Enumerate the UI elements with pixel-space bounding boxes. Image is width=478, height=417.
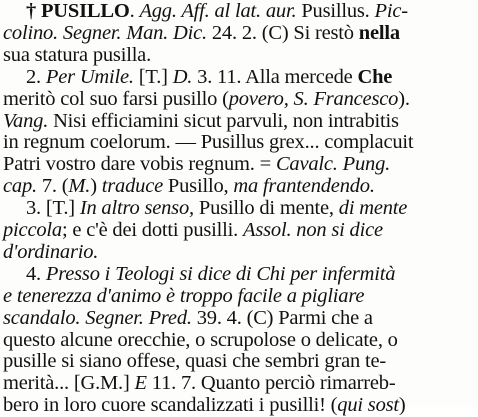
text-line: [0, 44, 478, 67]
text-segment: Pusillus.: [296, 0, 375, 22]
text-segment: 39. 4. (C) Parmi che a: [191, 306, 373, 329]
text-segment: Per Umile.: [45, 65, 134, 88]
text-segment: d'ordinario.: [3, 240, 99, 263]
text-segment: Pic-: [374, 0, 408, 22]
text-segment: † PUSILLO: [26, 0, 130, 22]
text-segment: .: [129, 0, 140, 22]
text-line: [0, 88, 478, 111]
text-line: [0, 263, 478, 286]
text-segment: sua statura pusilla.: [3, 43, 152, 66]
text-segment: povero, S. Francesco: [228, 87, 399, 110]
text-segment: 4.: [26, 262, 46, 285]
text-segment: Pusillo di mente,: [193, 197, 339, 220]
text-segment: piccola: [3, 219, 62, 241]
text-segment: traduce: [101, 175, 163, 198]
text-segment: bero in loro cuore scandalizzati i pusilli! (: [3, 394, 338, 417]
text-segment: Cavalc. Pung.: [275, 153, 391, 176]
text-segment: colino. Segner. Man. Dic.: [3, 21, 207, 44]
text-line: [0, 307, 478, 330]
text-segment: Pusillo,: [163, 175, 234, 198]
text-segment: Che: [357, 65, 393, 88]
text-line: [0, 329, 478, 352]
text-segment: M.: [68, 175, 91, 198]
text-segment: 11. 7. Quanto perciò rimarreb-: [146, 372, 396, 395]
text-segment: di mente: [338, 197, 408, 220]
text-segment: e tenerezza d'animo è troppo facile a pigliare: [3, 284, 365, 307]
text-segment: ; e c'è dei dotti pusilli.: [61, 219, 244, 241]
text-segment: E: [134, 372, 147, 395]
text-segment: cap.: [3, 175, 37, 198]
text-line: [0, 175, 478, 198]
text-segment: 3. [T.]: [26, 197, 80, 220]
text-segment: Agg. Aff. al lat. aur.: [139, 0, 297, 22]
text-segment: Presso i Teologi si dice di Chi per infermità: [45, 262, 396, 285]
text-segment: Nisi efficiamini sicut parvuli, non intrabitis: [48, 109, 399, 132]
text-segment: questo alcune orecchie, o scrupolose o delicate, o: [3, 328, 398, 351]
text-segment: ma frantendendo.: [233, 175, 375, 198]
text-segment: Vang.: [3, 109, 49, 132]
text-segment: nella: [358, 21, 400, 44]
text-line: [0, 131, 478, 154]
text-segment: Patri vostro dare vobis regnum. =: [3, 153, 276, 176]
text-line: [0, 241, 478, 264]
text-line: [0, 350, 478, 373]
text-segment: in regnum coelorum. — Pusillus grex... complacuit: [3, 131, 414, 154]
text-segment: 2.: [26, 65, 46, 88]
text-line: [0, 22, 478, 45]
text-segment: ): [90, 175, 102, 198]
text-segment: meritò col suo farsi pusillo (: [3, 87, 229, 110]
text-line: [0, 0, 478, 23]
text-segment: scandalo. Segner. Pred.: [3, 306, 192, 329]
text-segment: ).: [398, 87, 410, 110]
text-line: [0, 394, 478, 417]
text-line: [0, 372, 478, 395]
text-segment: qui sost: [337, 394, 399, 417]
text-segment: [T.]: [133, 65, 173, 88]
text-segment: 7. (: [36, 175, 69, 198]
text-segment: pusille si siano offese, quasi che sembri gran te-: [3, 350, 387, 373]
text-line: [0, 219, 478, 242]
text-line: [0, 66, 478, 89]
text-segment: 3. 11. Alla mercede: [192, 65, 358, 88]
text-segment: 24. 2. (C) Si restò: [206, 21, 359, 44]
text-segment: D.: [172, 65, 193, 88]
text-segment: Assol. non si dice: [243, 219, 383, 241]
text-segment: In altro senso,: [79, 197, 194, 220]
text-segment: merità... [G.M.]: [3, 372, 135, 395]
text-segment: ): [398, 394, 406, 417]
text-line: [0, 110, 478, 133]
text-line: [0, 153, 478, 176]
text-line: [0, 197, 478, 220]
text-line: [0, 285, 478, 308]
